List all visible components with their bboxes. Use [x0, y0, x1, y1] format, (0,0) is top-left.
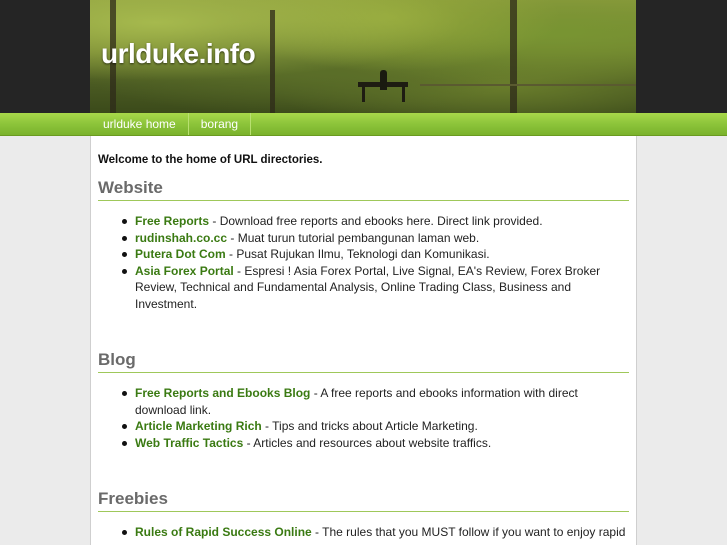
- freebies-link-list: [98, 524, 629, 541]
- site-title[interactable]: urlduke.info: [101, 38, 256, 69]
- list-item: [135, 435, 629, 452]
- list-item: [135, 246, 629, 263]
- tree-trunk-decoration: [270, 10, 275, 113]
- section-heading-website: Website: [98, 178, 629, 201]
- link-web-traffic-tactics[interactable]: Web Traffic Tactics: [135, 435, 244, 450]
- header-banner-image: [90, 0, 636, 113]
- link-asia-forex-portal[interactable]: Asia Forex Portal: [135, 263, 234, 278]
- section-heading-blog: Blog: [98, 350, 629, 373]
- tree-trunk-decoration: [510, 0, 517, 113]
- list-item: [135, 524, 629, 541]
- list-item: [135, 418, 629, 435]
- link-free-reports-blog[interactable]: Free Reports and Ebooks Blog: [135, 386, 311, 400]
- bench-leg-decoration: [362, 86, 365, 102]
- right-margin: [636, 136, 727, 545]
- link-free-reports[interactable]: Free Reports: [135, 214, 210, 228]
- link-description: - Espresi ! Asia Forex Portal, Live Signal, EA's Review, Forex Broker Review, Technical and Fundamental Analysis, Online Trading Class, Business and Investment.: [135, 263, 601, 311]
- list-item: [135, 385, 629, 418]
- link-rules-of-rapid-success[interactable]: Rules of Rapid Success Online: [135, 525, 312, 539]
- link-description: - The rules that you MUST follow if you want to enjoy rapid: [311, 525, 626, 539]
- nav-item-borang[interactable]: borang: [189, 113, 251, 135]
- nav-menu: [91, 113, 251, 135]
- link-description: - A free reports and ebooks information with direct download link.: [135, 386, 578, 417]
- link-description: - Download free reports and ebooks here. Direct link provided.: [209, 214, 543, 228]
- list-item: [135, 230, 629, 247]
- main-content: [91, 136, 636, 545]
- link-article-marketing-rich[interactable]: Article Marketing Rich: [135, 419, 262, 433]
- link-putera-dot-com[interactable]: Putera Dot Com: [135, 247, 226, 261]
- link-description: - Tips and tricks about Article Marketing.: [261, 419, 478, 433]
- link-description: - Pusat Rujukan Ilmu, Teknologi dan Komunikasi.: [225, 247, 490, 261]
- nav-item-home[interactable]: urlduke home: [91, 113, 189, 135]
- fence-decoration: [420, 84, 636, 86]
- link-rudinshah[interactable]: rudinshah.co.cc: [135, 230, 228, 245]
- welcome-text: Welcome to the home of URL directories.: [98, 154, 323, 166]
- bench-leg-decoration: [402, 86, 405, 102]
- website-link-list: [98, 213, 629, 312]
- nav-bar: [0, 113, 727, 136]
- section-heading-freebies: Freebies: [98, 489, 629, 512]
- person-silhouette-decoration: [380, 70, 387, 90]
- list-item: [135, 263, 629, 313]
- link-description: - Articles and resources about website traffics.: [243, 435, 492, 450]
- blog-link-list: [98, 385, 629, 451]
- link-description: - Muat turun tutorial pembangunan laman web.: [227, 230, 480, 245]
- left-margin: [0, 136, 91, 545]
- list-item: [135, 213, 629, 230]
